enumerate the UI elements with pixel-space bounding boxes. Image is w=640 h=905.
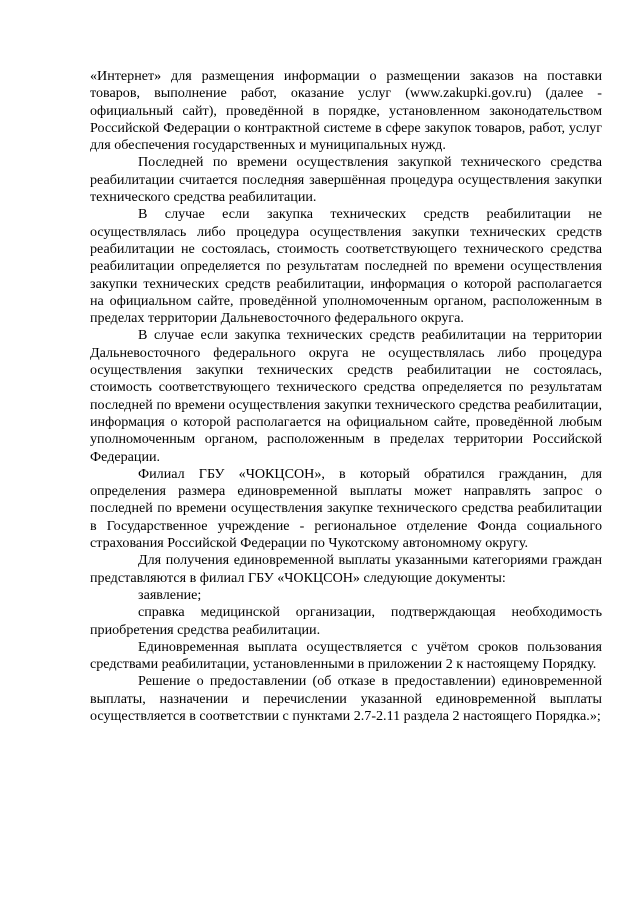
paragraph-4: В случае если закупка технических средств реабилитации на территории Дальневосточного федерального округа не осуществлялась либо процедура осуществления закупки технических средств реабилитации не состоялась, стоимость соответствующего технического средства определяется по результатам последней по времени осуществления закупки технического средства реабилитации, информация о которой располагается на официальном сайте, проведённой любым уполномоченным органом, расположенным в пределах территории Российской Федерации.: [90, 327, 602, 465]
paragraph-8: справка медицинской организации, подтверждающая необходимость приобретения средства реабилитации.: [90, 604, 602, 638]
paragraph-6: Для получения единовременной выплаты указанными категориями граждан представляются в филиал ГБУ «ЧОКЦСОН» следующие документы:: [90, 552, 602, 586]
paragraph-7: заявление;: [138, 586, 202, 603]
paragraph-10: Решение о предоставлении (об отказе в предоставлении) единовременной выплаты, назначении и перечислении указанной единовременной выплаты осуществляется в соответствии с пунктами 2.7-2.11 раздела 2 настоящего Порядка.»;: [90, 673, 602, 724]
paragraph-9: Единовременная выплата осуществляется с учётом сроков пользования средствами реабилитации, установленными в приложении 2 к настоящему Порядку.: [90, 638, 602, 673]
paragraph-5: Филиал ГБУ «ЧОКЦСОН», в который обратился гражданин, для определения размера единовременной выплаты может направлять запрос о последней по времени осуществления закупке технического средства реабилитации в Государственное учреждение - региональное отделение Фонда социального страхования Российской Федерации по Чукотскому автономному округу.: [90, 465, 602, 552]
paragraph-3: В случае если закупка технических средств реабилитации не осуществлялась либо процедура осуществления закупки технических средств реабилитации не состоялась, стоимость соответствующего технического средства реабилитации определяется по результатам последней по времени осуществления закупки технических средств реабилитации, информация о которой располагается на официальном сайте, проведённой уполномоченным органом, расположенным в пределах территории Дальневосточного федерального округа.: [90, 206, 602, 327]
paragraph-2: Последней по времени осуществления закупкой технического средства реабилитации считается последняя завершённая процедура осуществления закупки технического средства реабилитации.: [90, 154, 602, 206]
paragraph-1: «Интернет» для размещения информации о размещении заказов на поставки товаров, выполнение работ, оказание услуг (www.zakupki.gov.ru) (далее - официальный сайт), проведённой в порядке, установленном законодательством Российской Федерации о контрактной системе в сфере закупок товаров, работ, услуг для обеспечения государственных и муниципальных нужд.: [90, 68, 602, 154]
document-page: [90, 68, 602, 725]
